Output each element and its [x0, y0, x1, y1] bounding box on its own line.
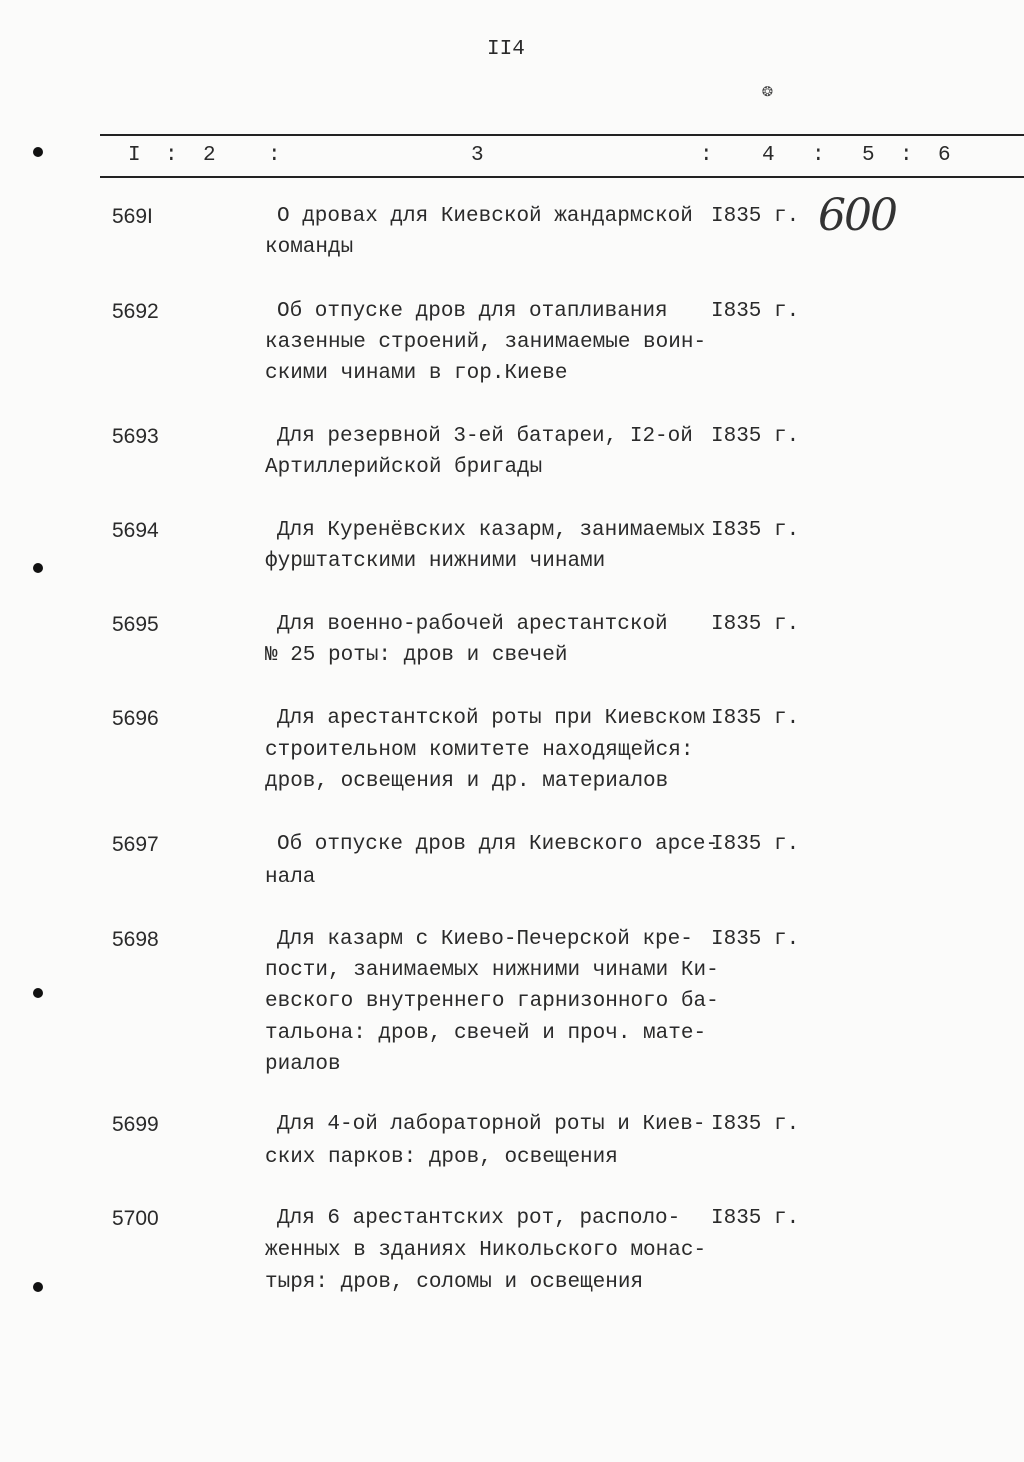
item-number: 569I [112, 205, 153, 228]
item-title-line: риалов [265, 1052, 341, 1076]
item-number: 5696 [112, 707, 159, 730]
item-title-line: Для 4-ой лабораторной роты и Киев- [277, 1113, 706, 1136]
item-title-line: Об отпуске дров для отапливания [277, 300, 668, 323]
item-year: I835 г. [711, 425, 800, 448]
punch-hole-icon [33, 563, 43, 573]
page-number: II4 [487, 38, 525, 61]
column-header: 4 [762, 144, 775, 167]
item-title-line: Для Куренёвских казарм, занимаемых [277, 519, 706, 542]
item-year: I835 г. [711, 300, 800, 323]
item-year: I835 г. [711, 205, 800, 228]
item-year: I835 г. [711, 833, 800, 856]
item-title-line: команды [265, 236, 354, 259]
punch-hole-icon [33, 988, 43, 998]
item-year: I835 г. [711, 1113, 800, 1136]
column-header: 6 [938, 144, 951, 167]
item-title-line: женных в зданиях Никольского монас- [265, 1239, 707, 1262]
item-number: 5695 [112, 613, 159, 636]
item-number: 5698 [112, 928, 159, 951]
item-title-line: ских парков: дров, освещения [265, 1146, 618, 1169]
header-rule-top [100, 134, 1024, 136]
column-separator: : [700, 144, 713, 167]
item-year: I835 г. [711, 1207, 800, 1230]
item-title-line: тыря: дров, соломы и освещения [265, 1271, 644, 1294]
item-title-line: Для арестантской роты при Киевском [277, 707, 706, 730]
header-rule-bottom [100, 176, 1024, 178]
column-separator: : [268, 144, 281, 167]
item-year: I835 г. [711, 613, 800, 636]
item-title-line: № 25 роты: дров и свечей [265, 644, 568, 667]
column-header: 3 [471, 144, 484, 167]
punch-hole-icon [33, 1282, 43, 1292]
item-title-line: Для 6 арестантских рот, располо- [277, 1207, 681, 1230]
item-year: I835 г. [711, 928, 800, 951]
column-header: 2 [203, 144, 216, 167]
item-number: 5692 [112, 300, 159, 323]
punch-hole-icon [33, 147, 43, 157]
column-separator: : [165, 144, 178, 167]
item-title-line: нала [265, 866, 316, 889]
item-year: I835 г. [711, 519, 800, 542]
item-title-line: О дровах для Киевской жандармской [277, 205, 693, 228]
item-title-line: казенные строений, занимаемые воин- [265, 331, 707, 354]
item-title-line: евского внутреннего гарнизонного ба- [265, 990, 719, 1014]
item-number: 5694 [112, 519, 159, 542]
item-title-line: Для казарм с Киево-Печерской кре- [277, 928, 693, 951]
column-separator: : [812, 144, 825, 167]
item-title-line: Для военно-рабочей арестантской [277, 613, 668, 636]
item-number: 5697 [112, 833, 159, 856]
item-number: 5693 [112, 425, 159, 448]
item-title-line: скими чинами в гор.Киеве [265, 362, 568, 385]
stamp-mark-icon: ❂ [762, 82, 773, 102]
item-title-line: Для резервной 3-ей батареи, I2-ой [277, 425, 693, 448]
column-header: I [128, 144, 141, 167]
item-number: 5700 [112, 1207, 159, 1230]
item-title-line: пости, занимаемых нижними чинами Ки- [265, 959, 719, 983]
item-title-line: тальона: дров, свечей и проч. мате- [265, 1021, 707, 1045]
item-title-line: дров, освещения и др. материалов [265, 770, 669, 793]
item-title-line: фурштатскими нижними чинами [265, 550, 606, 573]
column-header: 5 [862, 144, 875, 167]
item-number: 5699 [112, 1113, 159, 1136]
item-title-line: Артиллерийской бригады [265, 456, 543, 479]
column-separator: : [900, 144, 913, 167]
item-title-line: Об отпуске дров для Киевского арсе- [277, 833, 719, 856]
handwritten-sheet-number: 600 [818, 190, 896, 241]
item-year: I835 г. [711, 707, 800, 730]
item-title-line: строительном комитете находящейся: [265, 738, 694, 762]
